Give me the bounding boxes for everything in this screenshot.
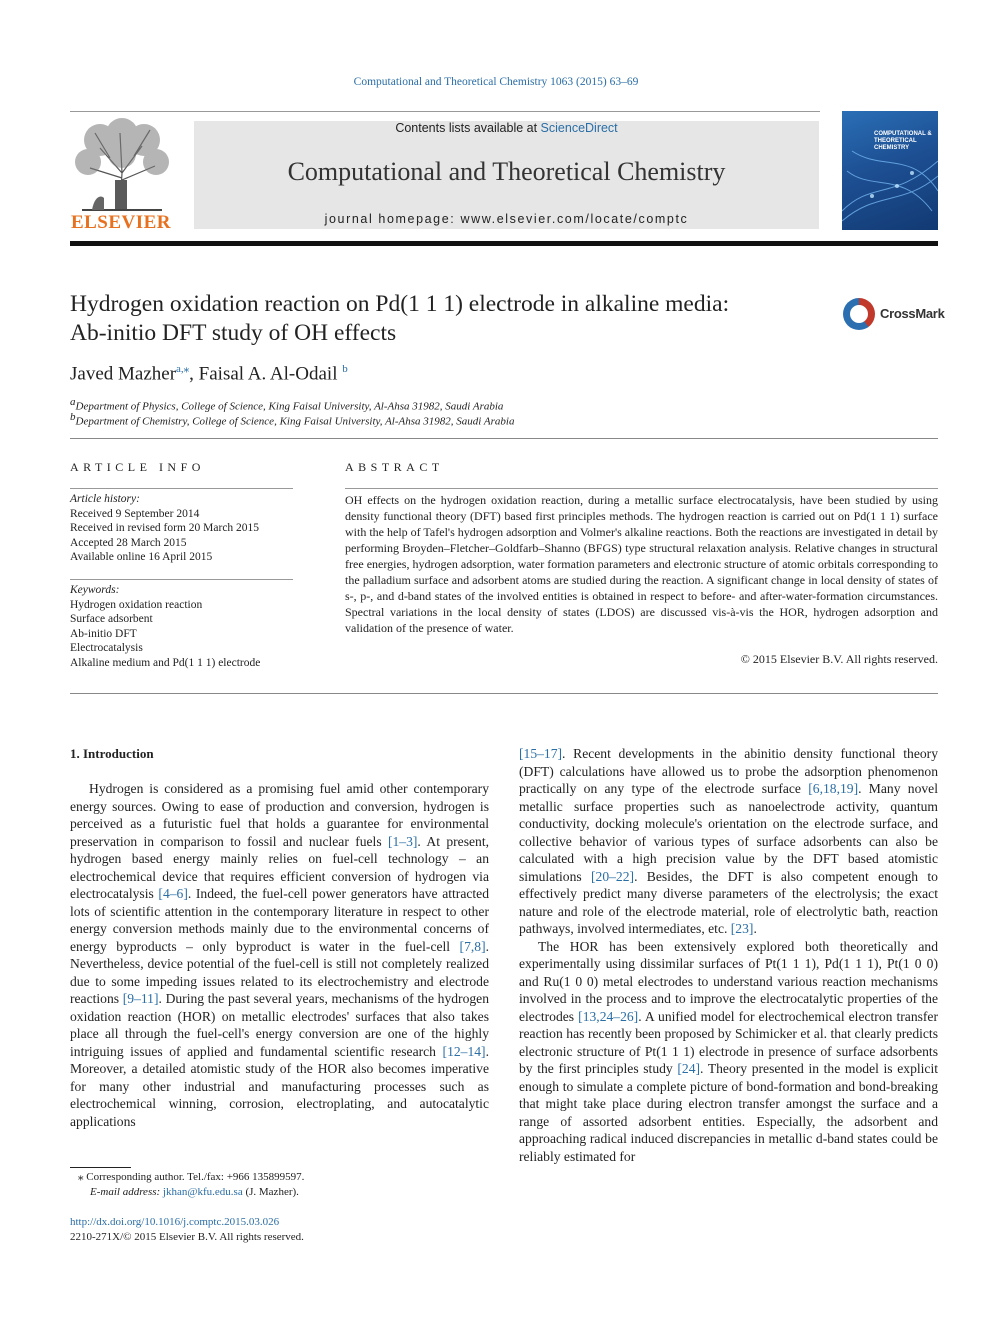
paragraph: The HOR has been extensively explored both theoretically and experimentally using dissimilar surfaces of Pt(1 1 1), Pd(1 1 1), Pt(1 0 0) and Ru(1 0 0) metal electrodes to understand various reaction mechanisms involved in the process and to improve the electrocatalytic properties of the electrodes [13,24–26]. A unified model for electrochemical electron transfer reaction has recently been proposed by Schimicker et al. that clearly predicts electronic structure of Pt(1 1 1) electrode in presence of surface adsorbents by the first principles study [24]. Theory presented in the model is explicit enough to simulate a complete picture of bond-formation and bond-breaking that might take place during electron transfer amongst the surface and a range of assorted adsorbent entities. Especially, the adsorbent and approaching radical induced discrepancies in metallic d-band states could be reliably estimated for (519, 938, 939, 1164)
keyword: Electrocatalysis (70, 642, 143, 654)
corresponding-author-note: Corresponding author. Tel./fax: +966 135899597. (86, 1171, 305, 1183)
citation-link[interactable]: [1–3] (387, 833, 418, 849)
citation-link[interactable]: [23] (730, 921, 754, 936)
abstract-text: OH effects on the hydrogen oxidation reaction, during a metallic surface electrocatalysis, have been studied by using density functional theory (DFT) based first principles methods. The hydrogen reaction is carried out on Pd(1 1 1) surface with the help of Tafel's hydrogen adsorption and Volmer's alkaline reactions. Both the reactions are investigated in detail by performing Broyden–Fletcher–Goldfarb–Shanno (BFGS) type structural relaxation analysis. Relative changes in structural free energies, hydrogen adsorption, water formation parameters and electronic structure of atomic orbitals corresponding to the palladium surface and adsorbent atoms are studied during the reaction. A significant change in local density of states of s-, p-, and d-band states of the involved entities is obtained in respect to before- and after-water-formation circumstances. Spectral variations in the local density of states (LDOS) are discussed vis-à-vis the HOR, hydrogen adsorption and validation of the presence of water. (345, 493, 938, 635)
history-item: Received 9 September 2014 (70, 507, 200, 520)
contents-line (194, 121, 819, 135)
email-link[interactable]: jkhan@kfu.edu.sa (162, 1186, 243, 1198)
divider (70, 579, 293, 580)
keywords-label: Keywords: (70, 584, 120, 596)
section-heading: 1. Introduction (70, 746, 154, 761)
citation-link[interactable]: [13,24–26] (578, 1008, 639, 1024)
citation-link[interactable]: [15–17] (519, 746, 563, 761)
keyword: Alkaline medium and Pd(1 1 1) electrode (70, 656, 261, 669)
cover-title: COMPUTATIONAL & THEORETICAL CHEMISTRY (874, 131, 932, 151)
divider (70, 438, 938, 439)
author-affiliation-marker[interactable]: b (342, 363, 348, 375)
homepage-prefix: journal homepage: (324, 212, 461, 226)
homepage-url[interactable]: www.elsevier.com/locate/comptc (460, 212, 689, 226)
article-info-heading: ARTICLE INFO (70, 460, 205, 474)
email-suffix: (J. Mazher). (242, 1186, 299, 1198)
cover-graphic-icon (842, 111, 938, 230)
header-divider (70, 111, 820, 112)
citation-link[interactable]: [7,8] (459, 938, 486, 954)
header-thick-rule (70, 241, 938, 246)
article-title (70, 290, 830, 348)
title-line-1: Hydrogen oxidation reaction on Pd(1 1 1) electrode in alkaline media: (70, 291, 730, 317)
title-line-2: Ab-initio DFT study of OH effects (70, 320, 397, 346)
corresponding-marker[interactable]: ⁎ (183, 363, 190, 375)
keyword: Surface adsorbent (70, 613, 153, 625)
article-history (70, 492, 259, 565)
citation-link[interactable]: [24] (677, 1061, 701, 1076)
history-item: Available online 16 April 2015 (70, 551, 213, 563)
citation-link[interactable]: [20–22] (591, 868, 635, 884)
citation-link[interactable]: [9–11] (122, 991, 159, 1006)
citation-link[interactable]: [6,18,19] (808, 781, 859, 796)
abstract-heading: ABSTRACT (345, 460, 444, 474)
history-item: Accepted 28 March 2015 (70, 536, 187, 549)
doi-link[interactable]: http://dx.doi.org/10.1016/j.comptc.2015.03.026 (70, 1216, 280, 1228)
citation-link[interactable]: [12–14] (442, 1043, 486, 1059)
author-affiliation-marker[interactable]: a, (176, 363, 184, 375)
email-label: E-mail address: (90, 1186, 161, 1198)
author-name[interactable]: Javed Mazher (70, 363, 177, 385)
author-list (70, 362, 348, 385)
footnote-rule (70, 1167, 131, 1168)
divider (70, 488, 293, 489)
divider (345, 488, 938, 489)
history-label: Article history: (70, 493, 140, 505)
keywords (70, 583, 260, 670)
keyword: Ab-initio DFT (70, 627, 137, 640)
abstract-copyright: © 2015 Elsevier B.V. All rights reserved. (740, 652, 938, 666)
affiliation-a: $^a$Department of Physics, College of Science, King Faisal University, Al-Ahsa 31982, Saudi Arabia (70, 396, 504, 413)
tree-icon (70, 118, 172, 213)
paragraph: Hydrogen is considered as a promising fuel amid other contemporary energy sources. Owing to ease of production and conversion, hydrogen is perceived as a futuristic fuel that holds a guarantee for environmental preservation in comparison to fossil and nuclear fuels [1–3]. At present, hydrogen based energy mainly relies on fuel-cell technology – an electrochemical device that requires efficient conversion of hydrogen via electrocatalysis [4–6]. Indeed, the fuel-cell power generators have attracted lots of scientific attention in the contemporary literature in respect to other energy conversion methods mainly due to the environmental concerns of energy byproducts – only byproduct is water in the fuel-cell [7,8]. Nevertheless, device potential of the fuel-cell is still not completely realized due to some impeding issues related to its electrochemistry and electrode reactions [9–11]. During the past several years, mechanisms of the hydrogen oxidation reaction (HOR) on metallic electrodes' surfaces that also takes place all through the fuel-cell's energy conversion are one of the highly intriguing issues of applied and fundamental scientific research [12–14]. Moreover, a detailed atomistic study of the HOR also becomes imperative for many other industrial and manufacturing processes such as electrochemical winning, corrosion, electroplating, and autocatalytic applications (70, 781, 490, 1129)
affiliation-b: $^b$Department of Chemistry, College of Science, King Faisal University, Al-Ahsa 31982, Saudi Arabia (70, 411, 515, 428)
divider (70, 693, 938, 694)
journal-citation[interactable]: Computational and Theoretical Chemistry 1063 (2015) 63–69 (353, 76, 639, 88)
history-item: Received in revised form 20 March 2015 (70, 522, 260, 534)
journal-cover-image (842, 111, 938, 230)
keyword: Hydrogen oxidation reaction (70, 598, 203, 611)
journal-homepage (194, 212, 819, 226)
body-column-left (70, 780, 489, 1130)
body-column-right (519, 745, 938, 1165)
author-separator: , (189, 363, 199, 385)
issn-copyright: 2210-271X/© 2015 Elsevier B.V. All rights reserved. (70, 1231, 304, 1243)
corresponding-footnote (70, 1170, 304, 1200)
author-name[interactable]: Faisal A. Al-Odail (198, 363, 338, 385)
citation-link[interactable]: [4–6] (158, 886, 188, 901)
journal-title: Computational and Theoretical Chemistry (287, 157, 726, 186)
crossmark-label: CrossMark (880, 306, 945, 321)
paragraph-continued: [15–17]. Recent developments in the abinitio density functional theory (DFT) calculations have allowed us to probe the adsorption phenomenon practically on any type of the electrode surface [6,18,19]. Many novel metallic surface properties such as nanoelectrode activity, quantum conductivity, docking molecule's orientation on the electrode surface, and collective behavior of various types of surface adsorbents can also be calculated with a high precision value by the DFT based atomistic simulations [20–22]. Besides, the DFT is also competent enough to effectively predict many diverse parameters of the electrolysis; the exact nature and role of the electrode material, role of electrolytic bath, reaction pathways, involved intermediates, etc. [23]. (519, 746, 938, 936)
footnote-star: ⁎ (78, 1171, 84, 1183)
contents-prefix: Contents lists available at (395, 121, 541, 135)
elsevier-wordmark: ELSEVIER (70, 212, 172, 233)
sciencedirect-link[interactable]: ScienceDirect (540, 121, 618, 135)
